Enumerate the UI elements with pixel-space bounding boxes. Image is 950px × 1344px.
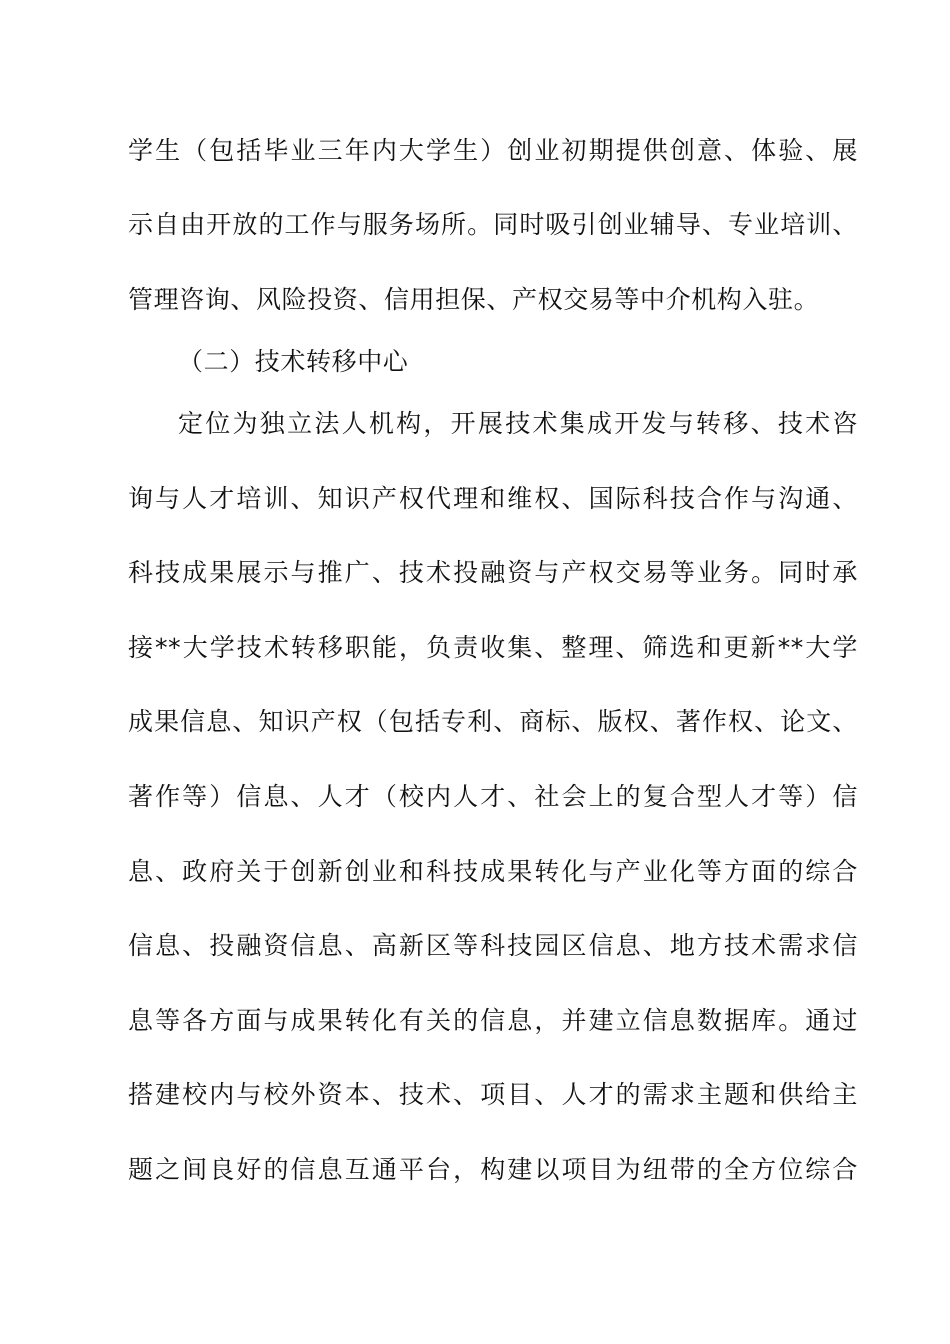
paragraph-line: 息、政府关于创新创业和科技成果转化与产业化等方面的综合	[128, 857, 858, 886]
paragraph-line: 信息、投融资信息、高新区等科技园区信息、地方技术需求信	[128, 931, 858, 960]
paragraph-line: 接**大学技术转移职能，负责收集、整理、筛选和更新**大学	[128, 633, 858, 662]
paragraph-line: 科技成果展示与推广、技术投融资与产权交易等业务。同时承	[128, 558, 858, 587]
paragraph-line: 成果信息、知识产权（包括专利、商标、版权、著作权、论文、	[128, 707, 858, 736]
paragraph-line: 示自由开放的工作与服务场所。同时吸引创业辅导、专业培训、	[128, 210, 858, 239]
paragraph-line: 息等各方面与成果转化有关的信息，并建立信息数据库。通过	[128, 1006, 858, 1035]
paragraph-line: 询与人才培训、知识产权代理和维权、国际科技合作与沟通、	[128, 484, 858, 513]
section-heading: （二）技术转移中心	[178, 347, 409, 376]
paragraph-line: 搭建校内与校外资本、技术、项目、人才的需求主题和供给主	[128, 1080, 858, 1109]
paragraph-line: 定位为独立法人机构，开展技术集成开发与转移、技术咨	[178, 409, 858, 438]
paragraph-line: 题之间良好的信息互通平台，构建以项目为纽带的全方位综合	[128, 1155, 858, 1184]
paragraph-line: 著作等）信息、人才（校内人才、社会上的复合型人才等）信	[128, 782, 858, 811]
paragraph-line: 学生（包括毕业三年内大学生）创业初期提供创意、体验、展	[128, 136, 858, 165]
paragraph-line: 管理咨询、风险投资、信用担保、产权交易等中介机构入驻。	[128, 285, 820, 314]
